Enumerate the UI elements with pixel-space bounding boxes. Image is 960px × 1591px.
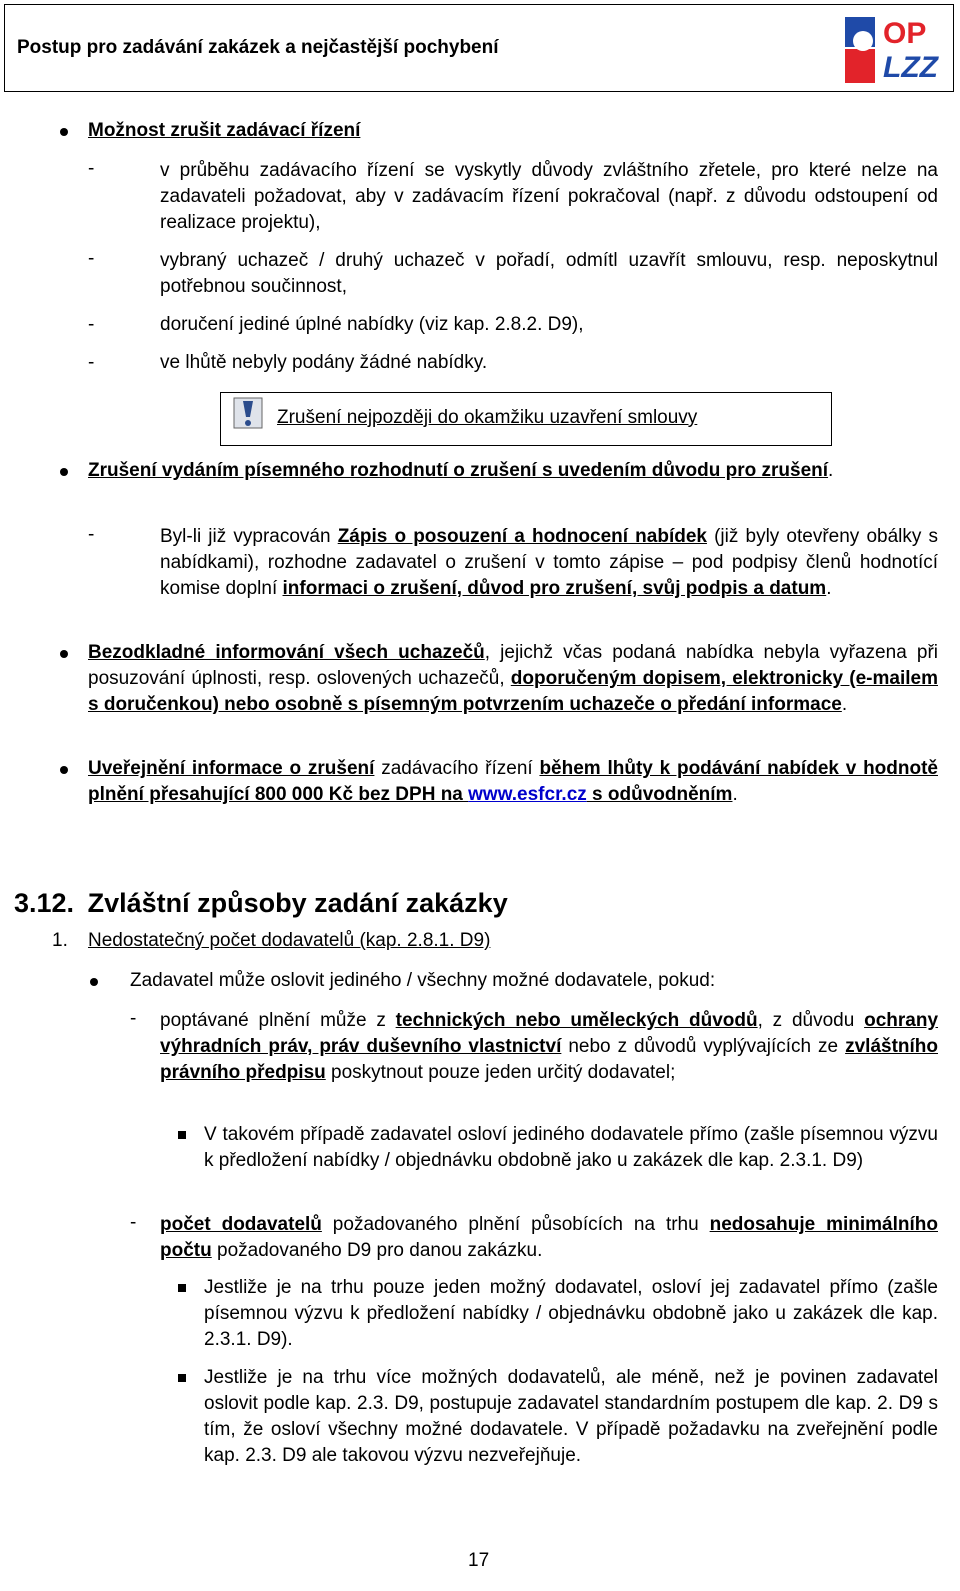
square-bullet-icon bbox=[178, 1131, 186, 1139]
informovani-term: Bezodkladné informování všech uchazečů bbox=[88, 642, 485, 663]
ochrany-term: ochrany výhradních práv, práv duševního vlastnictví bbox=[160, 1010, 939, 1057]
intro-text: Zadavatel může oslovit jediného / všechny možné dodavatele, pokud: bbox=[130, 970, 716, 991]
bullet-icon bbox=[90, 978, 98, 986]
uverejneni-term: Uveřejnění informace o zrušení bbox=[88, 758, 375, 779]
section1-item-4: ve lhůtě nebyly podány žádné nabídky. bbox=[160, 352, 488, 373]
chapter-number: 3.12. bbox=[14, 888, 75, 918]
section2-heading-end: . bbox=[828, 460, 834, 481]
dash-marker: - bbox=[88, 352, 95, 373]
subsection-title: Nedostatečný počet dodavatelů (kap. 2.8.1. D9) bbox=[88, 930, 491, 951]
nedosahuje-term: nedosahuje minimálního počtu bbox=[160, 1214, 938, 1261]
text-run: Byl-li již vypracován bbox=[160, 526, 338, 547]
page-number: 17 bbox=[468, 1550, 490, 1571]
dash-marker: - bbox=[88, 314, 95, 335]
case2-sub1: Jestliže je na trhu pouze jeden možný dodavatel, osloví jej zadavatel přímo (zašle písemnou výzvu k předložení nabídky / objednávku obdobně jako u zakázek dle kap. 2.3.1. D9). bbox=[204, 1277, 938, 1350]
text-run: , jejichž včas podaná nabídka nebyla vyřazena při posuzování úplnosti, resp. oslovených uchazečů, bbox=[88, 642, 939, 689]
pocet-term: počet dodavatelů bbox=[160, 1214, 322, 1235]
case2-paragraph bbox=[160, 1212, 938, 1264]
section3-paragraph bbox=[88, 640, 938, 718]
dash-marker: - bbox=[88, 248, 95, 269]
predpisu-term: zvláštního právního předpisu bbox=[160, 1036, 938, 1083]
text-run: . bbox=[841, 694, 848, 715]
text-run: poskytnout pouze jeden určitý dodavatel; bbox=[325, 1062, 676, 1083]
text-run: požadovaného plnění působících na trhu bbox=[321, 1214, 710, 1235]
section1-item-1: v průběhu zadávacího řízení se vyskytly důvody zvláštního zřetele, pro které nelze na zadavateli požadovat, aby v zadávacím řízení pokračoval (např. z důvodu odstoupení od realizace projektu), bbox=[160, 160, 938, 233]
bullet-icon bbox=[60, 766, 68, 774]
text-run: poptávané plnění může z bbox=[160, 1010, 396, 1031]
bullet-icon bbox=[60, 650, 68, 658]
zapis-term: Zápis o posouzení a hodnocení nabídek bbox=[337, 526, 707, 547]
subsection-number: 1. bbox=[52, 930, 68, 951]
chapter-title: Zvláštní způsoby zadání zakázky bbox=[87, 888, 508, 918]
bullet-icon bbox=[60, 468, 68, 476]
text-run: zadávacího řízení bbox=[374, 758, 540, 779]
behem-lhuty-term: během lhůty k podávání nabídek v hodnotě plnění přesahující 800 000 Kč bez DPH na bbox=[88, 758, 938, 805]
case2-sub2: Jestliže je na trhu více možných dodavatelů, ale méně, než je povinen zadavatel oslovit podle kap. 2.3. D9, postupuje zadavatel standardním postupem dle kap. 2. D9 s tím, že osloví všechny možné dodavatele. V případě požadavku na zveřejnění podle kap. 2.3. D9 ale takovou výzvu nezveřejňuje. bbox=[204, 1367, 938, 1466]
text-run: . bbox=[826, 578, 832, 599]
section2-item bbox=[160, 524, 938, 602]
chapter-heading bbox=[14, 888, 508, 919]
technickych-term: technických nebo uměleckých důvodů bbox=[395, 1010, 758, 1031]
bullet-icon bbox=[60, 128, 68, 136]
dash-marker: - bbox=[88, 158, 95, 179]
text-run: , z důvodu bbox=[757, 1010, 865, 1031]
square-bullet-icon bbox=[178, 1284, 186, 1292]
esfcr-link[interactable]: www.esfcr.cz bbox=[468, 784, 587, 805]
case1-paragraph bbox=[160, 1008, 938, 1086]
section2-heading bbox=[88, 458, 938, 484]
section2-heading-text: Zrušení vydáním písemného rozhodnutí o zrušení s uvedením důvodu pro zrušení bbox=[88, 460, 829, 481]
svg-text:LZZ: LZZ bbox=[883, 51, 938, 84]
section1-item-3: doručení jediné úplné nabídky (viz kap. 2.8.2. D9), bbox=[160, 314, 584, 335]
text-run: nebo z důvodů vyplývajících ze bbox=[561, 1036, 846, 1057]
oduvodnenim-term: s odůvodněním bbox=[586, 784, 733, 805]
square-bullet-icon bbox=[178, 1374, 186, 1382]
page-header bbox=[4, 4, 954, 92]
text-run: požadovaného D9 pro danou zakázku. bbox=[211, 1240, 543, 1261]
text-run: . bbox=[732, 784, 738, 805]
case1-sub: V takovém případě zadavatel osloví jediného dodavatele přímo (zašle písemnou výzvu k předložení nabídky / objednávku obdobně jako u zakázek dle kap. 2.3.1. D9) bbox=[204, 1124, 938, 1171]
svg-text:OP: OP bbox=[883, 17, 927, 50]
section4-paragraph bbox=[88, 756, 938, 808]
note-text: Zrušení nejpozději do okamžiku uzavření smlouvy bbox=[277, 407, 698, 428]
text-run: (již byly otevřeny obálky s nabídkami), rozhodne zadavatel o zrušení v tomto zápise – pod podpisy členů hodnotící komise doplní bbox=[160, 526, 939, 599]
zruseni-info-term: informaci o zrušení, důvod pro zrušení, svůj podpis a datum bbox=[282, 578, 827, 599]
op-lzz-logo bbox=[843, 11, 947, 89]
section1-item-2: vybraný uchazeč / druhý uchazeč v pořadí, odmítl uzavřít smlouvu, resp. neposkytnul potřebnou součinnost, bbox=[160, 250, 938, 297]
header-title: Postup pro zadávání zakázek a nejčastější pochybení bbox=[17, 37, 499, 58]
dash-marker: - bbox=[130, 1212, 137, 1233]
note-box bbox=[220, 392, 832, 446]
doporucenym-term: doporučeným dopisem, elektronicky (e-mailem s doručenkou) nebo osobně s písemným potvrzením uchazeče o předání informace bbox=[88, 668, 938, 715]
section1-heading: Možnost zrušit zadávací řízení bbox=[88, 120, 361, 141]
exclamation-icon bbox=[233, 397, 263, 429]
dash-marker: - bbox=[130, 1008, 137, 1029]
dash-marker: - bbox=[88, 524, 95, 545]
